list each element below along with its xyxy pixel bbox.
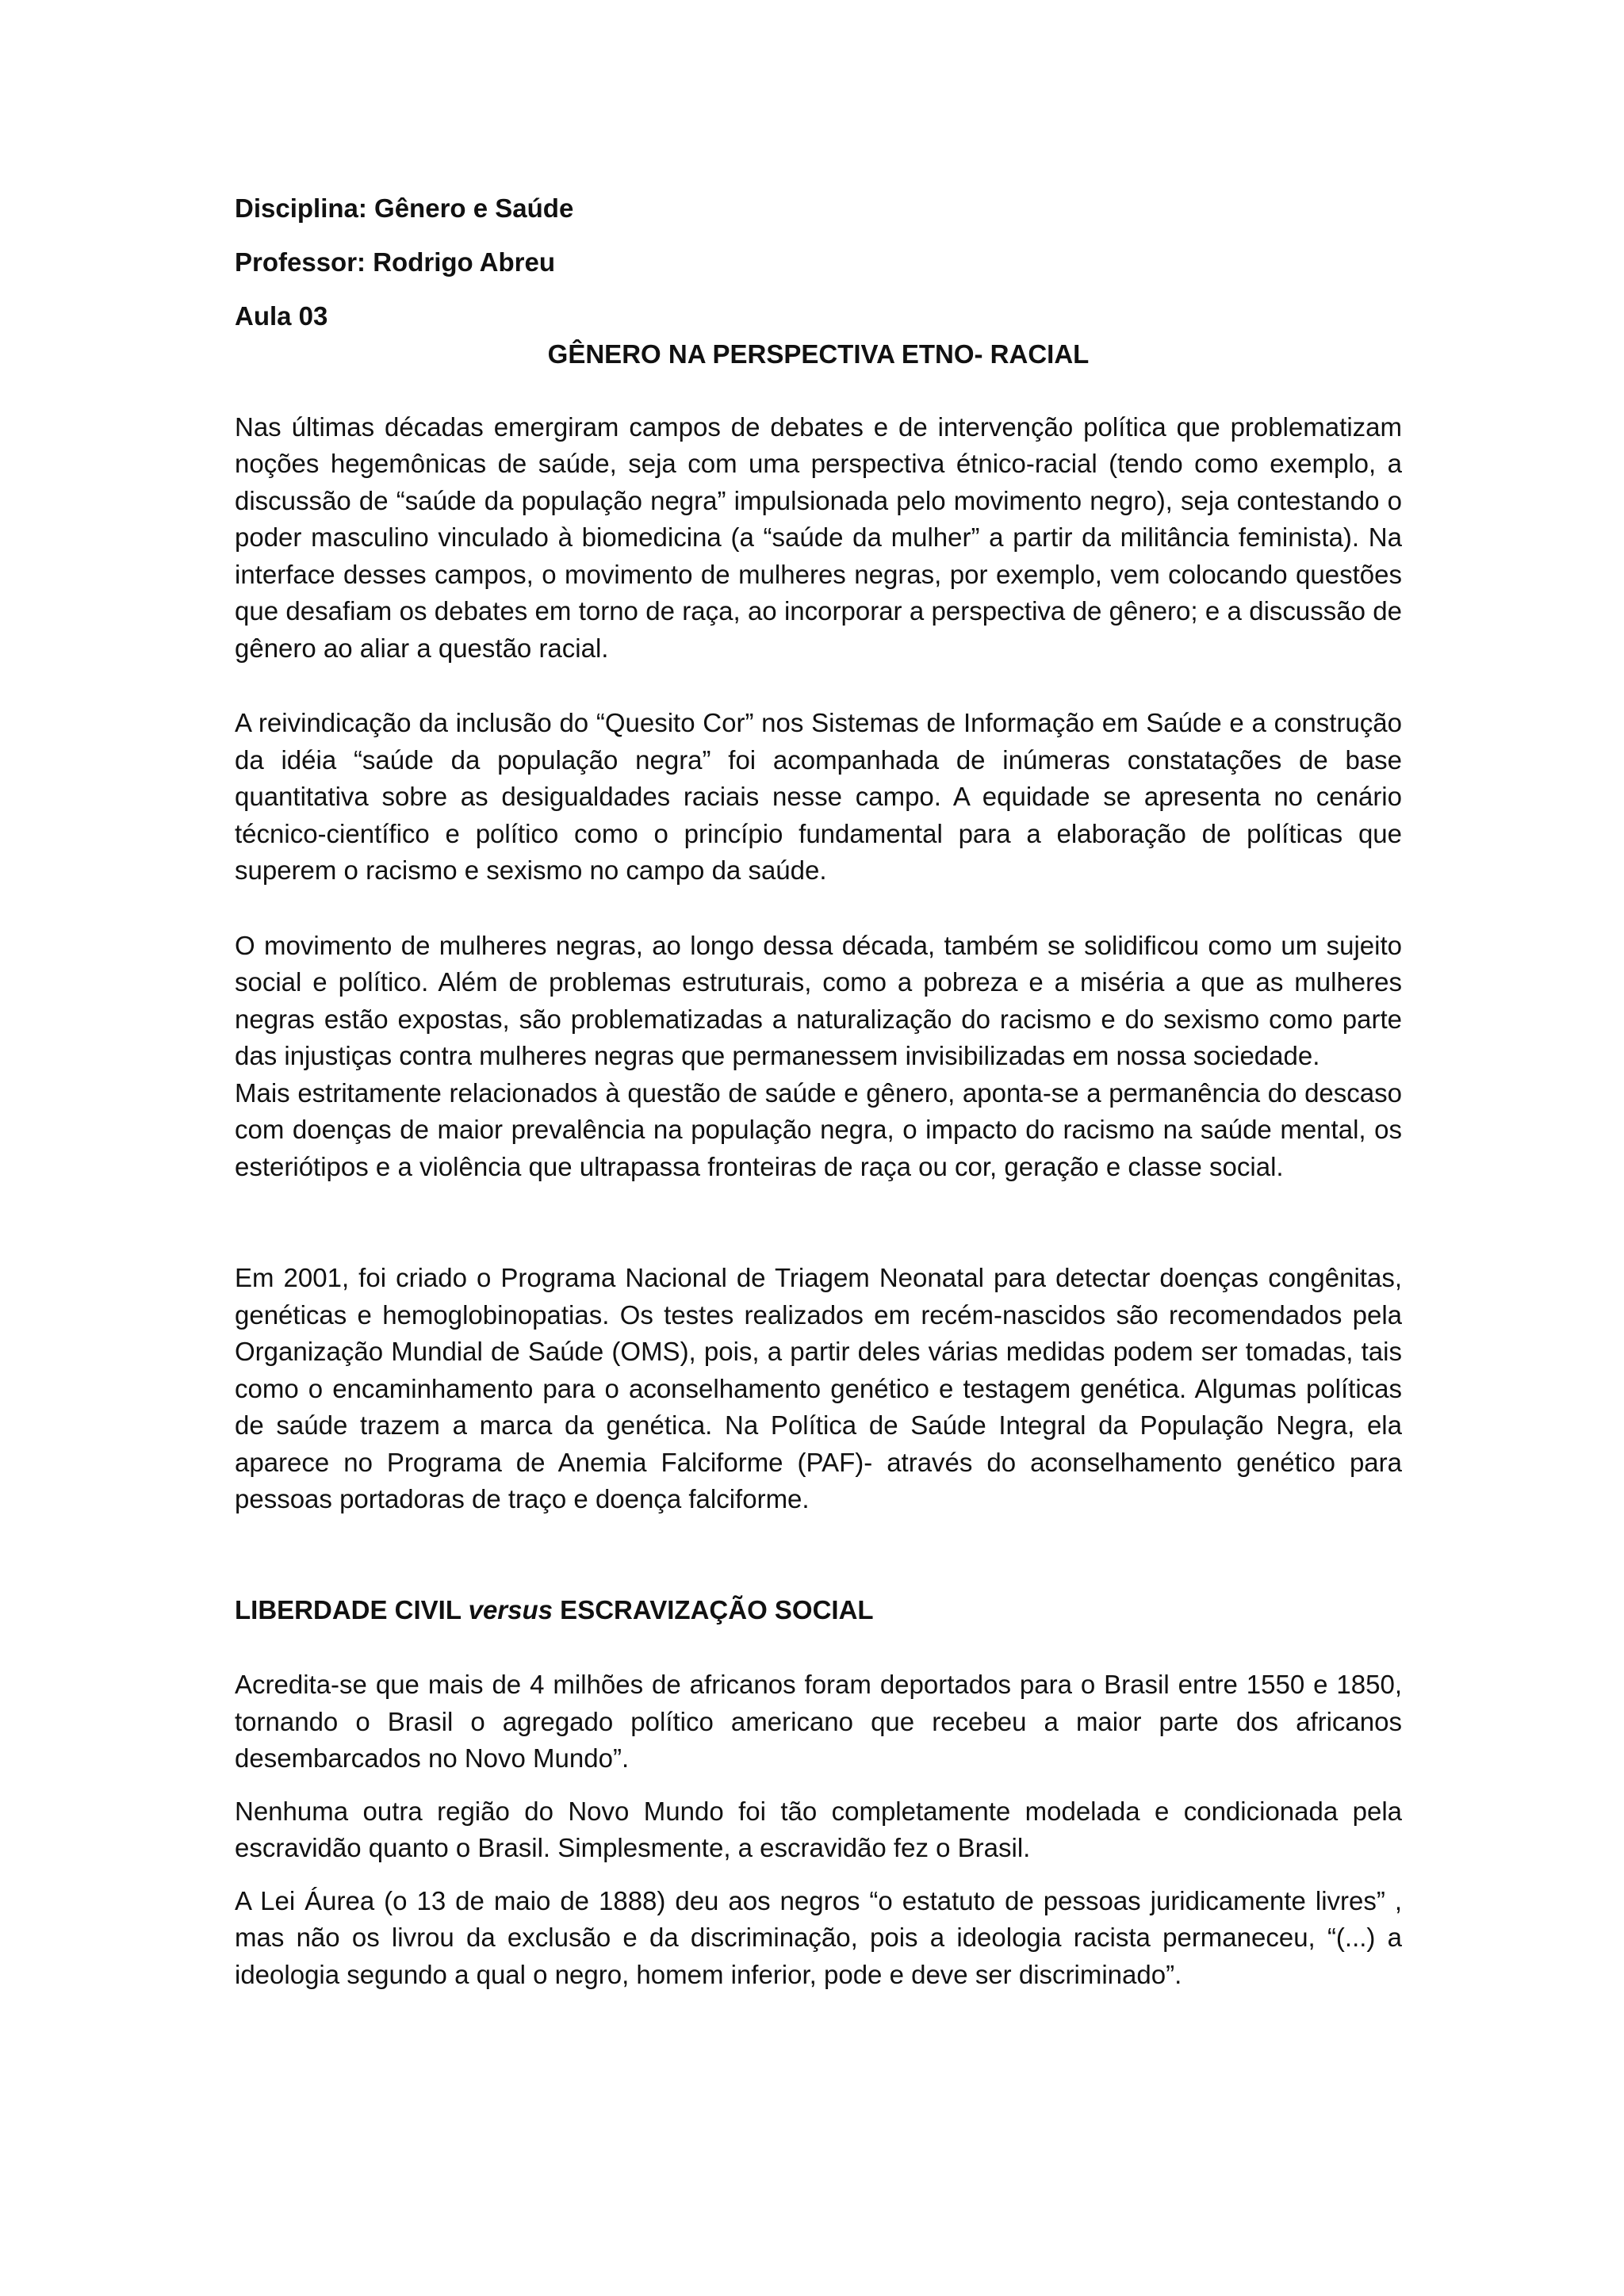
paragraph-africanos: Acredita-se que mais de 4 milhões de africanos foram deportados para o Brasil entre 1550 e 1850, tornando o Brasil o agregado político americano que recebeu a maior parte dos africanos desembarcados no Novo Mundo”. <box>235 1670 1402 1773</box>
lesson-line: Aula 03 <box>235 301 328 331</box>
paragraph-saude-genero: Mais estritamente relacionados à questão de saúde e gênero, aponta-se a permanência do descaso com doenças de maior prevalência na população negra, o impacto do racismo na saúde mental, os esteriótipos e a violência que ultrapassa fronteiras de raça ou cor, geração e classe social. <box>235 1077 1402 1181</box>
paragraph-triagem: Em 2001, foi criado o Programa Nacional de Triagem Neonatal para detectar doenças congênitas, genéticas e hemoglobinopatias. Os testes realizados em recém-nascidos são recomendados pela Organização Mundial de Saúde (OMS), pois, a partir deles várias medidas podem ser tomadas, tais como o encaminhamento para o aconselhamento genético e testagem genética. Algumas políticas de saúde trazem a marca da genética. Na Política de Saúde Integral da População Negra, ela aparece no Programa de Anemia Falciforme (PAF)- através do aconselhamento genético para pessoas portadoras de traço e doença falciforme. <box>235 1263 1402 1513</box>
section-heading <box>235 1592 1402 1629</box>
document-page <box>235 190 1402 1993</box>
page-title: GÊNERO NA PERSPECTIVA ETNO- RACIAL <box>547 339 1090 369</box>
paragraph-escravidao: Nenhuma outra região do Novo Mundo foi tão completamente modelada e condicionada pela escravidão quanto o Brasil. Simplesmente, a escravidão fez o Brasil. <box>235 1796 1402 1862</box>
paragraph-movimento: O movimento de mulheres negras, ao longo dessa década, também se solidificou como um sujeito social e político. Além de problemas estruturais, como a pobreza e a miséria a que as mulheres negras estão expostas, são problematizadas a naturalização do racismo e do sexismo como parte das injustiças contra mulheres negras que permanessem invisibilizadas em nossa sociedade. <box>235 930 1402 1070</box>
paragraph-lei-aurea: A Lei Áurea (o 13 de maio de 1888) deu aos negros “o estatuto de pessoas juridicamente livres” , mas não os livrou da exclusão e da discriminação, pois a ideologia racista permaneceu, “(...) a ideologia segundo a qual o negro, homem inferior, pode e deve ser discriminado”. <box>235 1885 1402 1989</box>
discipline-line: Disciplina: Gênero e Saúde <box>235 193 574 223</box>
section-heading-part1: LIBERDADE CIVIL <box>235 1594 469 1624</box>
section-heading-italic: versus <box>468 1594 553 1624</box>
professor-line: Professor: Rodrigo Abreu <box>235 247 555 277</box>
section-heading-part2: ESCRAVIZAÇÃO SOCIAL <box>553 1594 874 1624</box>
paragraph-intro: Nas últimas décadas emergiram campos de debates e de intervenção política que problematizam noções hegemônicas de saúde, seja com uma perspectiva étnico-racial (tendo como exemplo, a discussão de “saúde da população negra” impulsionada pelo movimento negro), seja contestando o poder masculino vinculado à biomedicina (a “saúde da mulher” a partir da militância feminista). Na interface desses campos, o movimento de mulheres negras, por exemplo, vem colocando questões que desafiam os debates em torno de raça, ao incorporar a perspectiva de gênero; e a discussão de gênero ao aliar a questão racial. <box>235 411 1402 663</box>
paragraph-quesito-cor: A reivindicação da inclusão do “Quesito Cor” nos Sistemas de Informação em Saúde e a construção da idéia “saúde da população negra” foi acompanhada de inúmeras constatações de base quantitativa sobre as desigualdades raciais nesse campo. A equidade se apresenta no cenário técnico-científico e político como o princípio fundamental para a elaboração de políticas que superem o racismo e sexismo no campo da saúde. <box>235 708 1402 885</box>
